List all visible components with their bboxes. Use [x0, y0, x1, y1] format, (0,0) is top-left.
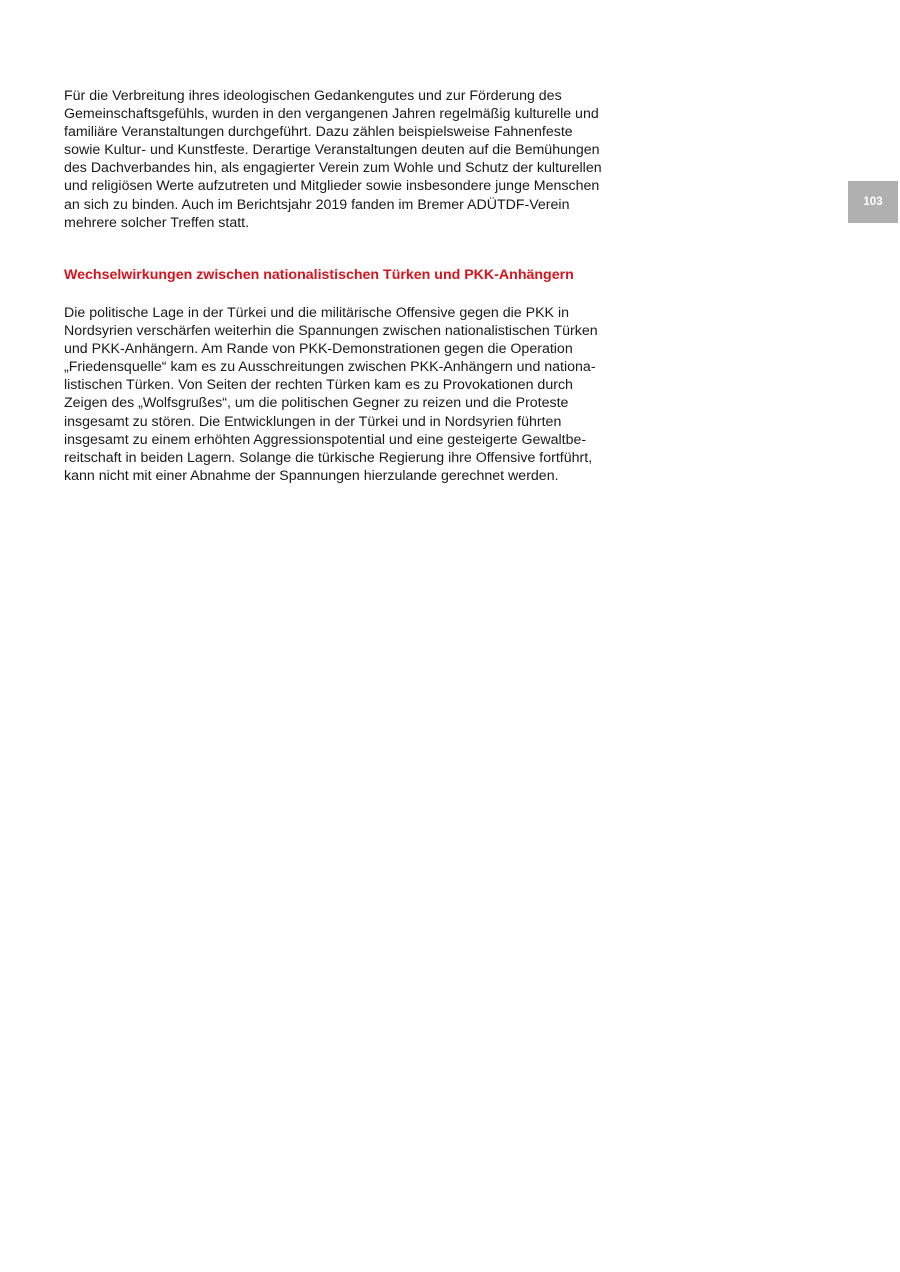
- text-line: an sich zu binden. Auch im Berichtsjahr 2019 fanden im Bremer ADÜTDF-Verein: [64, 196, 570, 213]
- text-line: kann nicht mit einer Abnahme der Spannungen hierzulande gerechnet werden.: [64, 467, 559, 484]
- text-line: sowie Kultur- und Kunstfeste. Derartige Veranstaltungen deuten auf die Bemühungen: [64, 142, 600, 159]
- text-line: und PKK-Anhängern. Am Rande von PKK-Demonstrationen gegen die Operation: [64, 341, 573, 358]
- text-line: Nordsyrien verschärfen weiterhin die Spannungen zwischen nationalistischen Türken: [64, 323, 598, 340]
- text-line: reitschaft in beiden Lagern. Solange die türkische Regierung ihre Offensive fortführt,: [64, 449, 593, 466]
- text-line: Die politische Lage in der Türkei und die militärische Offensive gegen die PKK in: [64, 305, 569, 321]
- text-line: „Friedensquelle“ kam es zu Ausschreitungen zwischen PKK-Anhängern und nationa-: [64, 359, 596, 376]
- text-line: listischen Türken. Von Seiten der rechten Türken kam es zu Provokationen durch: [64, 377, 573, 394]
- text-line: mehrere solcher Treffen statt.: [64, 214, 250, 231]
- text-line: Für die Verbreitung ihres ideologischen Gedankengutes und zur Förderung des: [64, 88, 562, 104]
- intro-paragraph: [64, 87, 624, 232]
- text-line: des Dachverbandes hin, als engagierter Verein zum Wohle und Schutz der kulturellen: [64, 160, 602, 177]
- page-number-tab: [848, 181, 898, 223]
- text-line: insgesamt zu stören. Die Entwicklungen in der Türkei und in Nordsyrien führten: [64, 413, 562, 430]
- text-line: insgesamt zu einem erhöhten Aggressionspotential und eine gesteigerte Gewaltbe-: [64, 431, 587, 448]
- text-line: Gemeinschaftsgefühls, wurden in den vergangenen Jahren regelmäßig kulturelle und: [64, 106, 599, 123]
- text-line: und religiösen Werte aufzutreten und Mitglieder sowie insbesondere junge Menschen: [64, 178, 600, 195]
- page-number: 103: [863, 196, 883, 208]
- text-line: familiäre Veranstaltungen durchgeführt. Dazu zählen beispielsweise Fahnenfeste: [64, 124, 573, 141]
- text-line: Zeigen des „Wolfsgrußes“, um die politischen Gegner zu reizen und die Proteste: [64, 395, 569, 412]
- body-paragraph: [64, 304, 624, 485]
- section-heading: Wechselwirkungen zwischen nationalistischen Türken und PKK-Anhängern: [64, 267, 574, 283]
